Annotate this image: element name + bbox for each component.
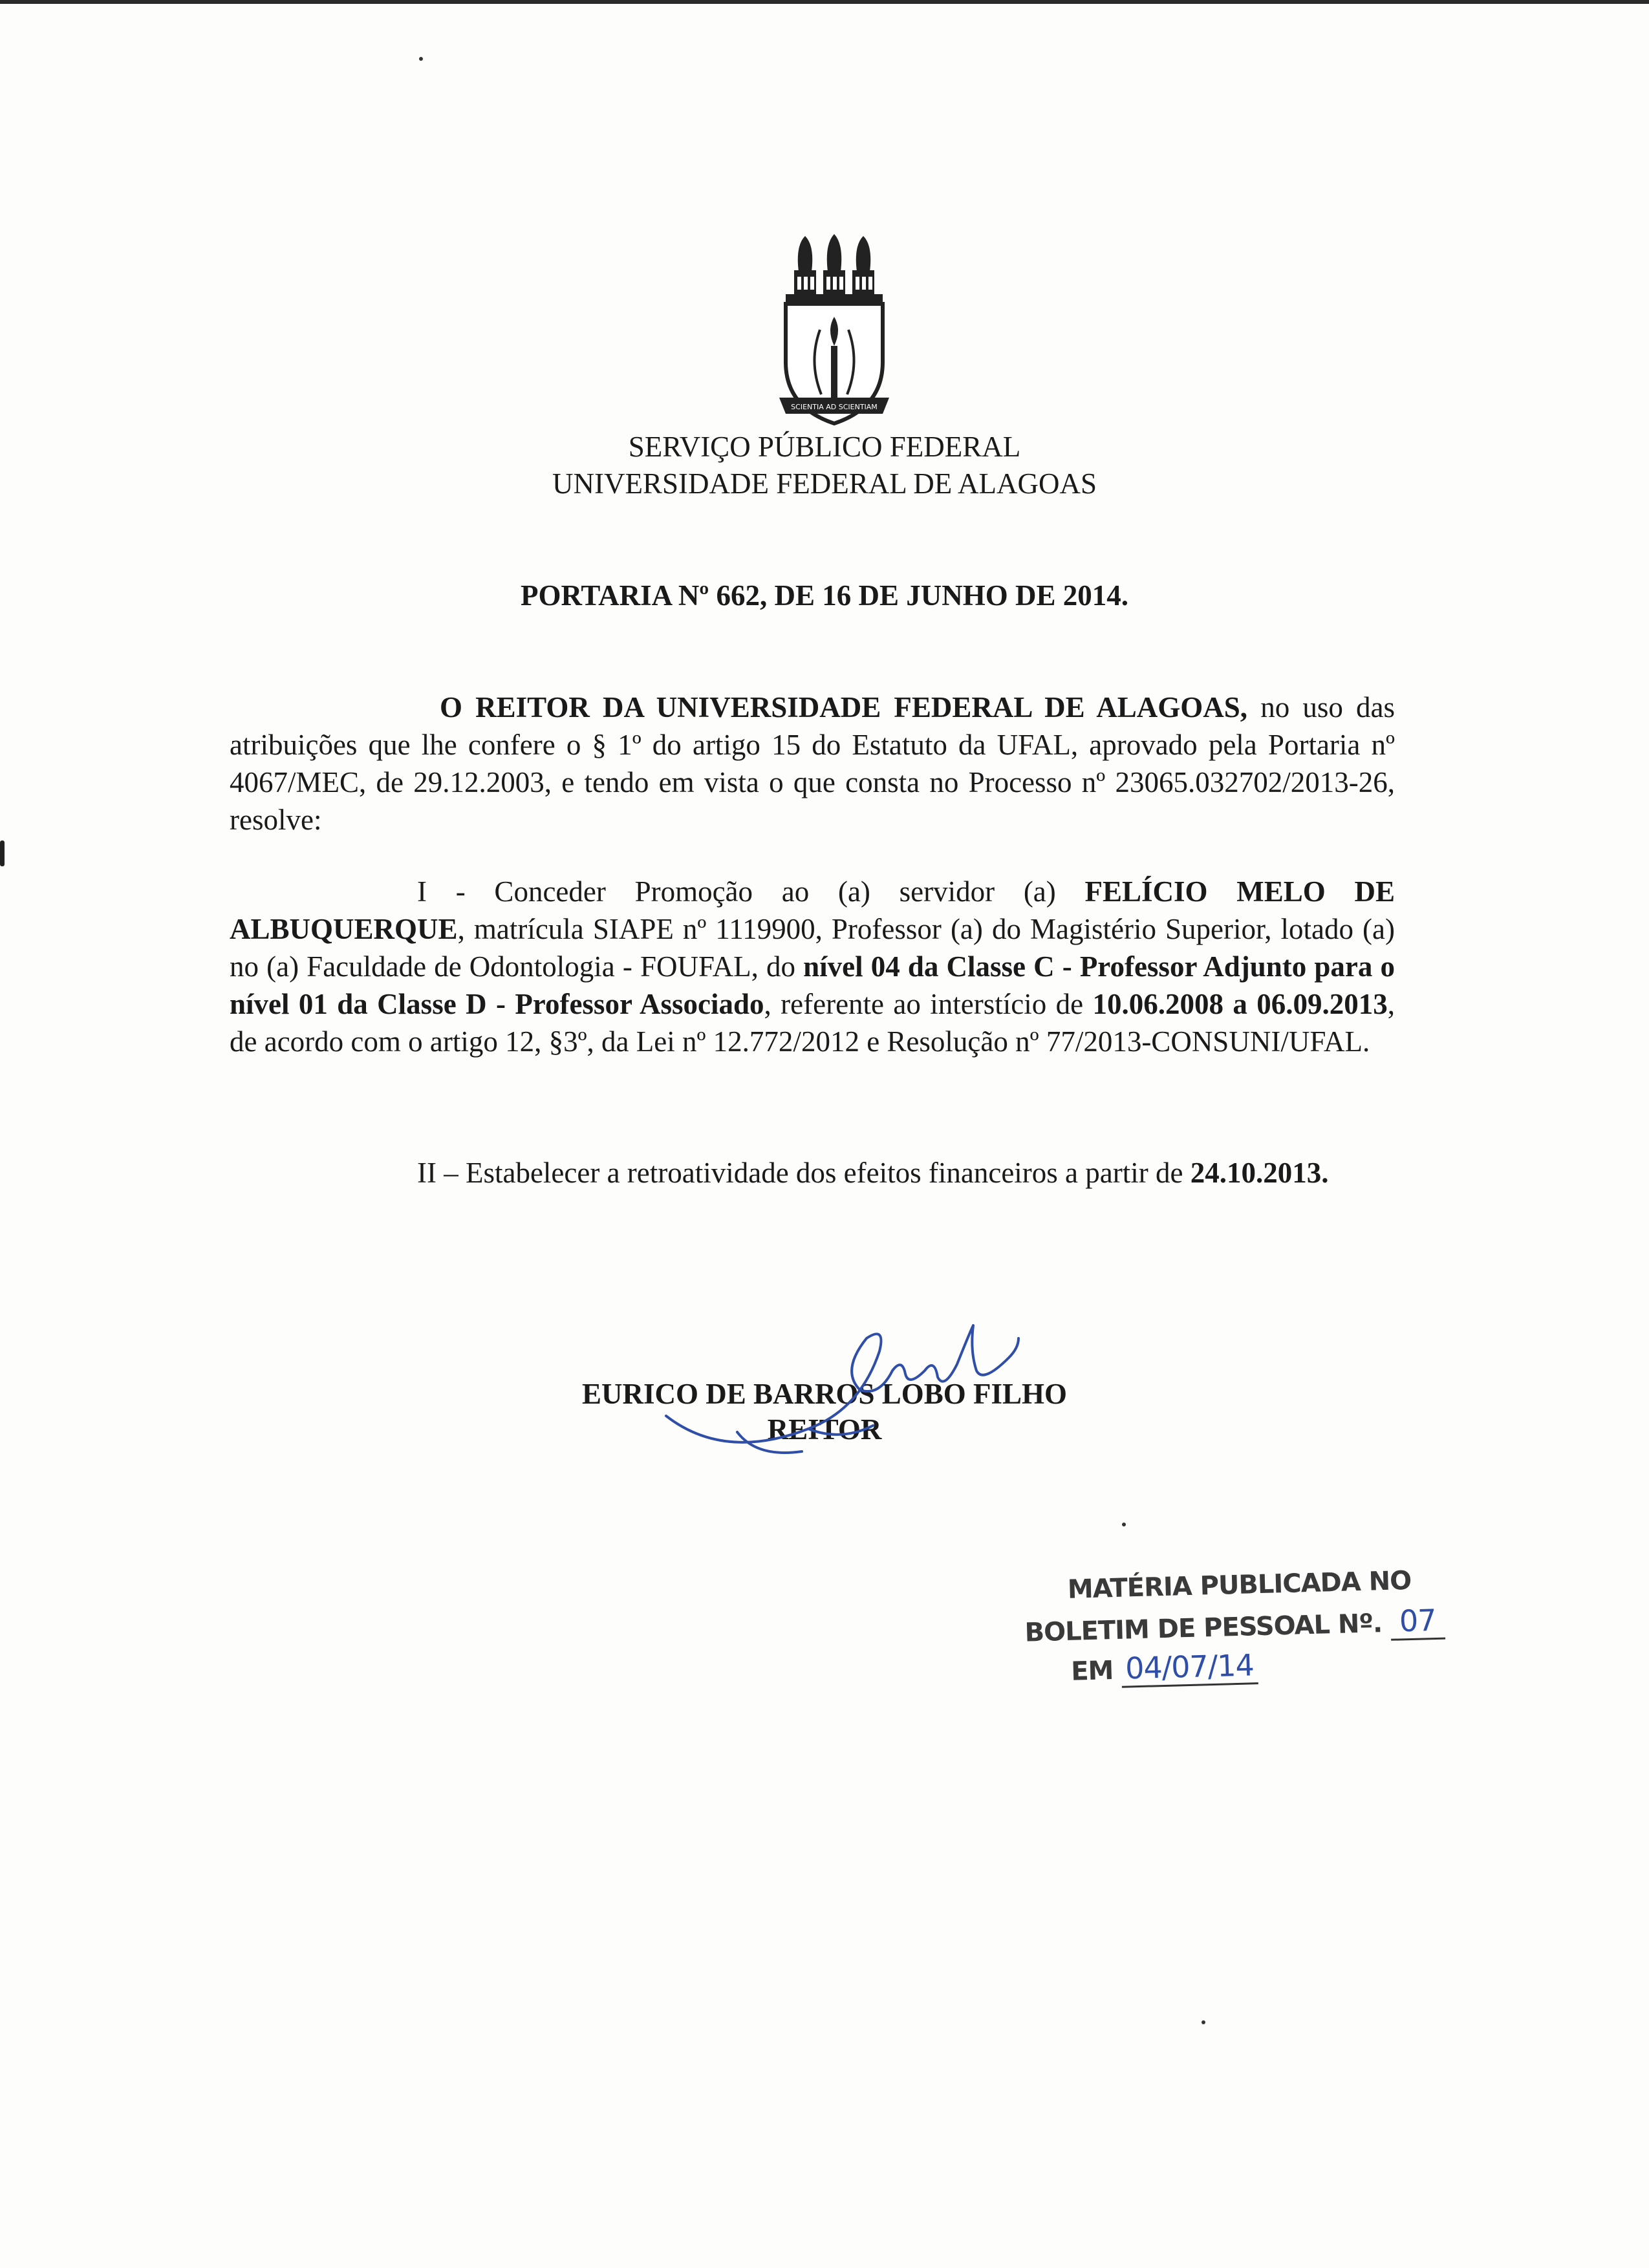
scan-mark	[0, 840, 5, 866]
scan-speck	[1122, 1523, 1126, 1526]
preamble-lead: O REITOR DA UNIVERSIDADE FEDERAL DE ALAGOAS,	[440, 691, 1248, 723]
stamp-line-3	[1070, 1647, 1258, 1689]
stamp-bulletin-number: 07	[1390, 1603, 1445, 1641]
header-line-2: UNIVERSIDADE FEDERAL DE ALAGOAS	[552, 467, 1097, 500]
servant-name: FELÍCIO MELO DE ALBUQUERQUE	[230, 875, 1395, 945]
promotion-levels: nível 04 da Classe C - Professor Adjunto para o nível 01 da Classe D - Professor Associado	[230, 950, 1396, 1020]
interstice-period: 10.06.2008 a 06.09.2013	[1092, 988, 1388, 1020]
signatory-name: EURICO DE BARROS LOBO FILHO	[581, 1378, 1068, 1410]
scan-edge	[0, 0, 1649, 4]
signatory-role: REITOR	[767, 1413, 882, 1446]
preamble-text: no uso das atribuições que lhe confere o § 1º do artigo 15 do Estatuto da UFAL, aprovado pela Portaria nº 4067/MEC, de 29.12.2003, e tendo em vista o que consta no Processo nº 23065.032702/2013-26, resolve:	[230, 691, 1396, 836]
article-2-text: II – Estabelecer a retroatividade dos efeitos financeiros a partir de	[417, 1157, 1191, 1189]
header-line-1: SERVIÇO PÚBLICO FEDERAL	[628, 431, 1021, 463]
article-1-text: I - Conceder Promoção ao (a) servidor (a)	[417, 875, 1085, 908]
stamp-date: 04/07/14	[1121, 1647, 1258, 1687]
paragraph-preamble	[230, 689, 1395, 839]
handwritten-signature	[647, 1312, 1048, 1461]
crest-motto: SCIENTIA AD SCIENTIAM	[791, 403, 878, 411]
stamp-line-2	[1024, 1603, 1445, 1651]
scan-speck	[419, 57, 423, 61]
article-1-text: , de acordo com o artigo 12, §3º, da Lei nº 12.772/2012 e Resolução nº 77/2013-CONSUNI/UFAL.	[230, 988, 1396, 1058]
article-1-text: , referente ao interstício de	[764, 988, 1093, 1020]
paragraph-article-2	[230, 1154, 1395, 1192]
publication-stamp	[1017, 1565, 1437, 1712]
stamp-bulletin-label: BOLETIM DE PESSOAL Nº.	[1024, 1609, 1383, 1648]
scan-speck	[1202, 2020, 1205, 2024]
stamp-line-1: MATÉRIA PUBLICADA NO	[1067, 1565, 1412, 1605]
document-title: PORTARIA Nº 662, DE 16 DE JUNHO DE 2014.	[521, 579, 1128, 612]
effective-date: 24.10.2013.	[1190, 1157, 1329, 1189]
university-crest-icon	[770, 233, 899, 440]
article-1-text: , matrícula SIAPE nº 1119900, Professor (a) do Magistério Superior, lotado (a) no (a) Faculdade de Odontologia - FOUFAL, do	[230, 913, 1395, 983]
stamp-date-label: EM	[1070, 1656, 1114, 1687]
paragraph-article-1	[230, 873, 1395, 1060]
